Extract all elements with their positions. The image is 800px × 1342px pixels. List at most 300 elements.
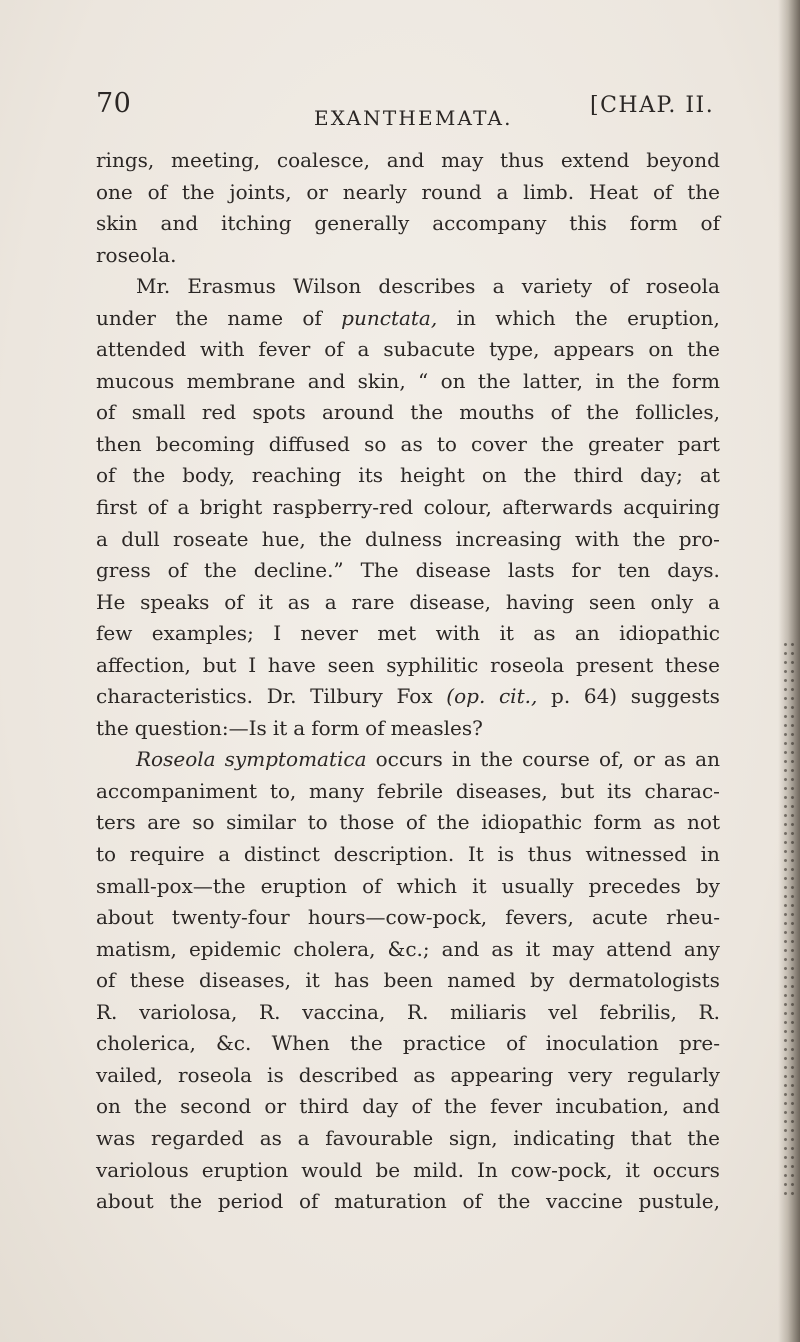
word: of xyxy=(302,305,322,330)
word: in xyxy=(456,305,476,330)
word: the xyxy=(318,526,352,551)
word: mild. xyxy=(413,1157,464,1182)
text-line xyxy=(96,776,720,808)
word: bright xyxy=(199,495,263,520)
word: occurs xyxy=(375,747,443,772)
word: Tilbury xyxy=(310,684,383,709)
word: febrile xyxy=(376,778,444,803)
word: latter, xyxy=(522,368,583,393)
word: Dr. xyxy=(266,684,297,709)
page-header xyxy=(96,88,720,132)
word: by xyxy=(695,873,720,898)
word: subacute xyxy=(383,337,476,362)
word: on xyxy=(440,368,466,393)
word: of xyxy=(96,968,116,993)
word: an xyxy=(695,747,720,772)
word: it xyxy=(305,968,320,993)
word: on xyxy=(96,1094,121,1119)
word: of xyxy=(405,810,426,835)
word: limb. xyxy=(523,179,575,204)
word: the xyxy=(687,179,720,204)
word: the xyxy=(175,305,209,330)
word: reaching xyxy=(251,463,342,488)
word: Fox xyxy=(396,684,433,709)
word: the xyxy=(444,1094,477,1119)
word: dulness xyxy=(364,526,443,551)
word: cit., xyxy=(498,684,538,709)
word: named xyxy=(447,968,516,993)
word: describes xyxy=(378,274,476,299)
word: form xyxy=(672,368,720,393)
word: inoculation xyxy=(545,1031,659,1056)
word: &c. xyxy=(216,1031,252,1056)
word: thus xyxy=(527,842,572,867)
word: many xyxy=(309,778,365,803)
word: of xyxy=(362,873,382,898)
word: to xyxy=(96,842,117,867)
word: ten xyxy=(617,558,651,583)
word: type, xyxy=(489,337,540,362)
word: extend xyxy=(560,148,630,172)
word: variolosa, xyxy=(139,999,238,1024)
word: was xyxy=(96,1125,136,1150)
word: is xyxy=(267,1062,284,1087)
word: skin, xyxy=(357,368,406,393)
word: speaks xyxy=(140,589,210,614)
word: appears xyxy=(553,337,635,362)
word: usually xyxy=(501,873,574,898)
word: with xyxy=(435,621,481,646)
word: pre- xyxy=(679,1031,720,1056)
word: characteristics. xyxy=(96,684,254,709)
word: syphilitic xyxy=(386,652,479,677)
word: or xyxy=(633,747,655,772)
word: hours—cow-pock, xyxy=(307,905,488,930)
word: Erasmus xyxy=(187,274,276,299)
word: decline.” xyxy=(253,558,344,583)
word: examples; xyxy=(151,621,254,646)
word: the xyxy=(687,337,720,362)
text-line xyxy=(96,1123,720,1155)
word: a xyxy=(708,589,720,614)
word: increasing xyxy=(455,526,562,551)
word: diffused xyxy=(268,431,350,456)
word: in xyxy=(700,842,720,867)
word: generally xyxy=(314,211,410,236)
text-line xyxy=(96,271,720,303)
word: the xyxy=(181,179,215,204)
word: In xyxy=(476,1157,498,1182)
word: fever xyxy=(490,1094,543,1119)
word: dermatologists xyxy=(568,968,720,993)
word: of xyxy=(224,589,244,614)
text-line xyxy=(96,208,720,240)
word: not xyxy=(687,810,720,835)
word: skin xyxy=(96,211,138,236)
word: of xyxy=(652,179,673,204)
word: The xyxy=(360,558,399,583)
word: are xyxy=(147,810,181,835)
word: name xyxy=(227,305,284,330)
word: and xyxy=(386,148,425,172)
word: of xyxy=(700,211,720,236)
text-line xyxy=(96,1155,720,1187)
word: body, xyxy=(182,463,235,488)
word: form xyxy=(311,715,360,740)
word: to xyxy=(307,810,328,835)
word: red xyxy=(201,400,237,425)
word: incubation, xyxy=(555,1094,670,1119)
text-line xyxy=(96,965,720,997)
word: question:—Is xyxy=(134,715,267,740)
word: few xyxy=(96,621,133,646)
word: disease xyxy=(415,558,491,583)
word: part xyxy=(677,431,720,456)
word: the xyxy=(169,1189,203,1214)
word: greater xyxy=(587,431,664,456)
text-line xyxy=(96,334,720,366)
text-line xyxy=(96,303,720,335)
word: this xyxy=(569,211,607,236)
word: ters xyxy=(96,810,136,835)
word: the xyxy=(575,305,608,330)
word: R. xyxy=(407,999,429,1024)
word: the xyxy=(204,558,237,583)
word: second xyxy=(180,1094,252,1119)
word: affection, xyxy=(96,652,191,677)
word: matism, xyxy=(96,936,177,961)
text-line xyxy=(96,587,720,619)
word: third xyxy=(299,1094,349,1119)
word: rheu- xyxy=(666,905,720,930)
word: eruption xyxy=(201,1157,289,1182)
word: one xyxy=(96,179,133,204)
word: the xyxy=(626,368,660,393)
word: first xyxy=(96,495,138,520)
word: third xyxy=(573,463,624,488)
page-number: 70 xyxy=(96,88,132,119)
text-line xyxy=(96,997,720,1029)
word: fevers, xyxy=(505,905,574,930)
text-line xyxy=(96,618,720,650)
word: around xyxy=(321,400,395,425)
word: “ xyxy=(418,368,429,393)
word: of xyxy=(411,1094,431,1119)
text-line xyxy=(96,871,720,903)
word: on xyxy=(481,463,507,488)
word: R. xyxy=(259,999,281,1024)
word: a xyxy=(218,842,231,867)
word: accompaniment xyxy=(96,778,258,803)
word: and xyxy=(682,1094,720,1119)
word: punctata, xyxy=(341,305,438,330)
word: pro- xyxy=(678,526,720,551)
word: a xyxy=(96,526,108,551)
text-line xyxy=(96,713,720,745)
word: maturation xyxy=(334,1189,447,1214)
word: occurs xyxy=(652,1157,720,1182)
word: of xyxy=(365,715,385,740)
word: have xyxy=(267,652,316,677)
word: as xyxy=(259,1125,282,1150)
word: of xyxy=(324,337,344,362)
word: days. xyxy=(667,558,720,583)
word: in xyxy=(595,368,615,393)
word: a xyxy=(297,1125,310,1150)
word: its xyxy=(607,778,632,803)
word: it xyxy=(272,715,288,740)
word: eruption xyxy=(260,873,348,898)
word: cover xyxy=(471,431,527,456)
word: diseases, xyxy=(199,968,291,993)
word: rings, xyxy=(96,148,155,172)
word: vailed, xyxy=(96,1062,164,1087)
text-line xyxy=(96,1028,720,1060)
word: any xyxy=(683,936,720,961)
word: as xyxy=(533,621,556,646)
word: attended xyxy=(96,337,187,362)
word: attend xyxy=(606,936,672,961)
word: a xyxy=(357,337,370,362)
word: of xyxy=(609,274,629,299)
word: day xyxy=(362,1094,399,1119)
word: symptomatica xyxy=(224,747,367,772)
word: of xyxy=(96,400,116,425)
word: Heat xyxy=(588,179,639,204)
word: raspberry-red xyxy=(272,495,414,520)
word: thus xyxy=(500,148,545,172)
word: it xyxy=(258,589,273,614)
word: in xyxy=(451,747,472,772)
word: the xyxy=(410,400,444,425)
word: but xyxy=(560,778,595,803)
word: description. xyxy=(333,842,455,867)
word: for xyxy=(571,558,601,583)
word: so xyxy=(192,810,215,835)
word: described xyxy=(298,1062,399,1087)
word: require xyxy=(129,842,205,867)
body-text xyxy=(96,145,720,1218)
text-line xyxy=(96,460,720,492)
word: has xyxy=(334,968,370,993)
word: meeting, xyxy=(171,148,261,172)
word: beyond xyxy=(646,148,720,172)
word: at xyxy=(699,463,720,488)
word: gress xyxy=(96,558,151,583)
word: the xyxy=(497,1189,531,1214)
text-line xyxy=(96,1060,720,1092)
text-line xyxy=(96,902,720,934)
word: and xyxy=(307,368,346,393)
word: eruption, xyxy=(627,305,720,330)
word: regularly xyxy=(627,1062,720,1087)
word: membrane xyxy=(186,368,296,393)
word: only xyxy=(650,589,694,614)
word: may xyxy=(552,936,595,961)
word: the xyxy=(523,463,557,488)
word: distinct xyxy=(243,842,320,867)
word: of xyxy=(298,1189,319,1214)
word: of xyxy=(550,400,571,425)
text-line xyxy=(96,1186,720,1218)
word: as xyxy=(413,1062,436,1087)
text-line xyxy=(96,1091,720,1123)
word: the xyxy=(687,1125,720,1150)
word: (op. xyxy=(446,684,486,709)
text-line xyxy=(96,744,720,776)
word: which xyxy=(396,873,458,898)
word: measles? xyxy=(390,715,483,740)
word: to xyxy=(436,431,457,456)
word: may xyxy=(441,148,484,172)
word: been xyxy=(383,968,433,993)
word: p. xyxy=(551,684,571,709)
word: disease, xyxy=(409,589,491,614)
word: the xyxy=(586,400,620,425)
word: is xyxy=(497,842,515,867)
word: the xyxy=(349,1031,383,1056)
word: itching xyxy=(220,211,292,236)
word: similar xyxy=(226,810,296,835)
word: coalesce, xyxy=(276,148,370,172)
word: nearly xyxy=(342,179,407,204)
word: indicating xyxy=(513,1125,615,1150)
text-line xyxy=(96,555,720,587)
word: sign, xyxy=(448,1125,498,1150)
word: by xyxy=(530,968,555,993)
word: that xyxy=(630,1125,672,1150)
word: dull xyxy=(121,526,160,551)
word: very xyxy=(568,1062,613,1087)
chapter-label: [CHAP. II. xyxy=(590,93,715,118)
word: of xyxy=(506,1031,526,1056)
word: of xyxy=(147,179,168,204)
word: idiopathic xyxy=(481,810,583,835)
word: as xyxy=(491,936,514,961)
word: practice xyxy=(402,1031,486,1056)
binding-texture xyxy=(782,640,798,1200)
word: cholerica, xyxy=(96,1031,196,1056)
word: as xyxy=(287,589,310,614)
word: cholera, xyxy=(293,936,376,961)
word: seen xyxy=(588,589,636,614)
word: regarded xyxy=(150,1125,245,1150)
word: be xyxy=(375,1157,401,1182)
word: twenty-four xyxy=(171,905,290,930)
word: would xyxy=(301,1157,363,1182)
word: R. xyxy=(96,999,118,1024)
text-line xyxy=(96,240,720,272)
word: a xyxy=(496,179,509,204)
word: of xyxy=(462,1189,482,1214)
word: mucous xyxy=(96,368,175,393)
word: hue, xyxy=(261,526,306,551)
word: it xyxy=(625,1157,640,1182)
word: or xyxy=(306,179,328,204)
word: 64) xyxy=(583,684,618,709)
word: met xyxy=(377,621,417,646)
word: becoming xyxy=(155,431,255,456)
word: to, xyxy=(269,778,297,803)
word: Wilson xyxy=(293,274,362,299)
text-line xyxy=(96,145,720,177)
word: as xyxy=(400,431,423,456)
word: as xyxy=(653,810,676,835)
word: the xyxy=(541,431,574,456)
word: epidemic xyxy=(188,936,282,961)
word: the xyxy=(134,1094,167,1119)
word: present xyxy=(576,652,654,677)
word: precedes xyxy=(588,873,681,898)
word: these xyxy=(129,968,185,993)
word: the xyxy=(477,368,511,393)
word: roseate xyxy=(172,526,249,551)
word: seen xyxy=(327,652,375,677)
word: It xyxy=(467,842,484,867)
word: small-pox—the xyxy=(96,873,246,898)
text-line xyxy=(96,681,720,713)
word: roseola xyxy=(178,1062,253,1087)
word: spots xyxy=(252,400,306,425)
word: follicles, xyxy=(635,400,720,425)
word: those xyxy=(339,810,395,835)
word: vaccina, xyxy=(302,999,386,1024)
word: course xyxy=(522,747,590,772)
word: the xyxy=(132,463,166,488)
word: roseola. xyxy=(96,242,177,267)
word: the xyxy=(480,747,513,772)
word: diseases, xyxy=(455,778,548,803)
running-title: EXANTHEMATA. xyxy=(314,106,513,130)
word: with xyxy=(200,337,245,362)
word: When xyxy=(271,1031,330,1056)
word: then xyxy=(96,431,142,456)
text-line xyxy=(96,429,720,461)
text-line xyxy=(96,934,720,966)
word: charac- xyxy=(644,778,720,803)
word: round xyxy=(421,179,482,204)
word: as xyxy=(663,747,687,772)
word: form xyxy=(629,211,678,236)
word: about xyxy=(96,1189,154,1214)
word: Mr. xyxy=(136,274,171,299)
word: accompany xyxy=(432,211,547,236)
word: appearing xyxy=(450,1062,554,1087)
word: having xyxy=(505,589,575,614)
word: Roseola xyxy=(136,747,216,772)
word: with xyxy=(575,526,620,551)
word: roseola xyxy=(490,652,565,677)
word: of xyxy=(147,495,168,520)
text-line xyxy=(96,492,720,524)
word: miliaris xyxy=(450,999,527,1024)
word: period xyxy=(217,1189,284,1214)
word: an xyxy=(574,621,600,646)
word: its xyxy=(358,463,383,488)
word: of xyxy=(96,463,116,488)
word: witnessed xyxy=(585,842,687,867)
word: joints, xyxy=(229,179,292,204)
word: lasts xyxy=(507,558,555,583)
word: these xyxy=(665,652,720,677)
word: of xyxy=(167,558,188,583)
word: favourable xyxy=(325,1125,434,1150)
word: pustule, xyxy=(638,1189,720,1214)
word: on xyxy=(648,337,674,362)
word: I xyxy=(273,621,282,646)
word: vaccine xyxy=(546,1189,623,1214)
word: fever xyxy=(258,337,311,362)
